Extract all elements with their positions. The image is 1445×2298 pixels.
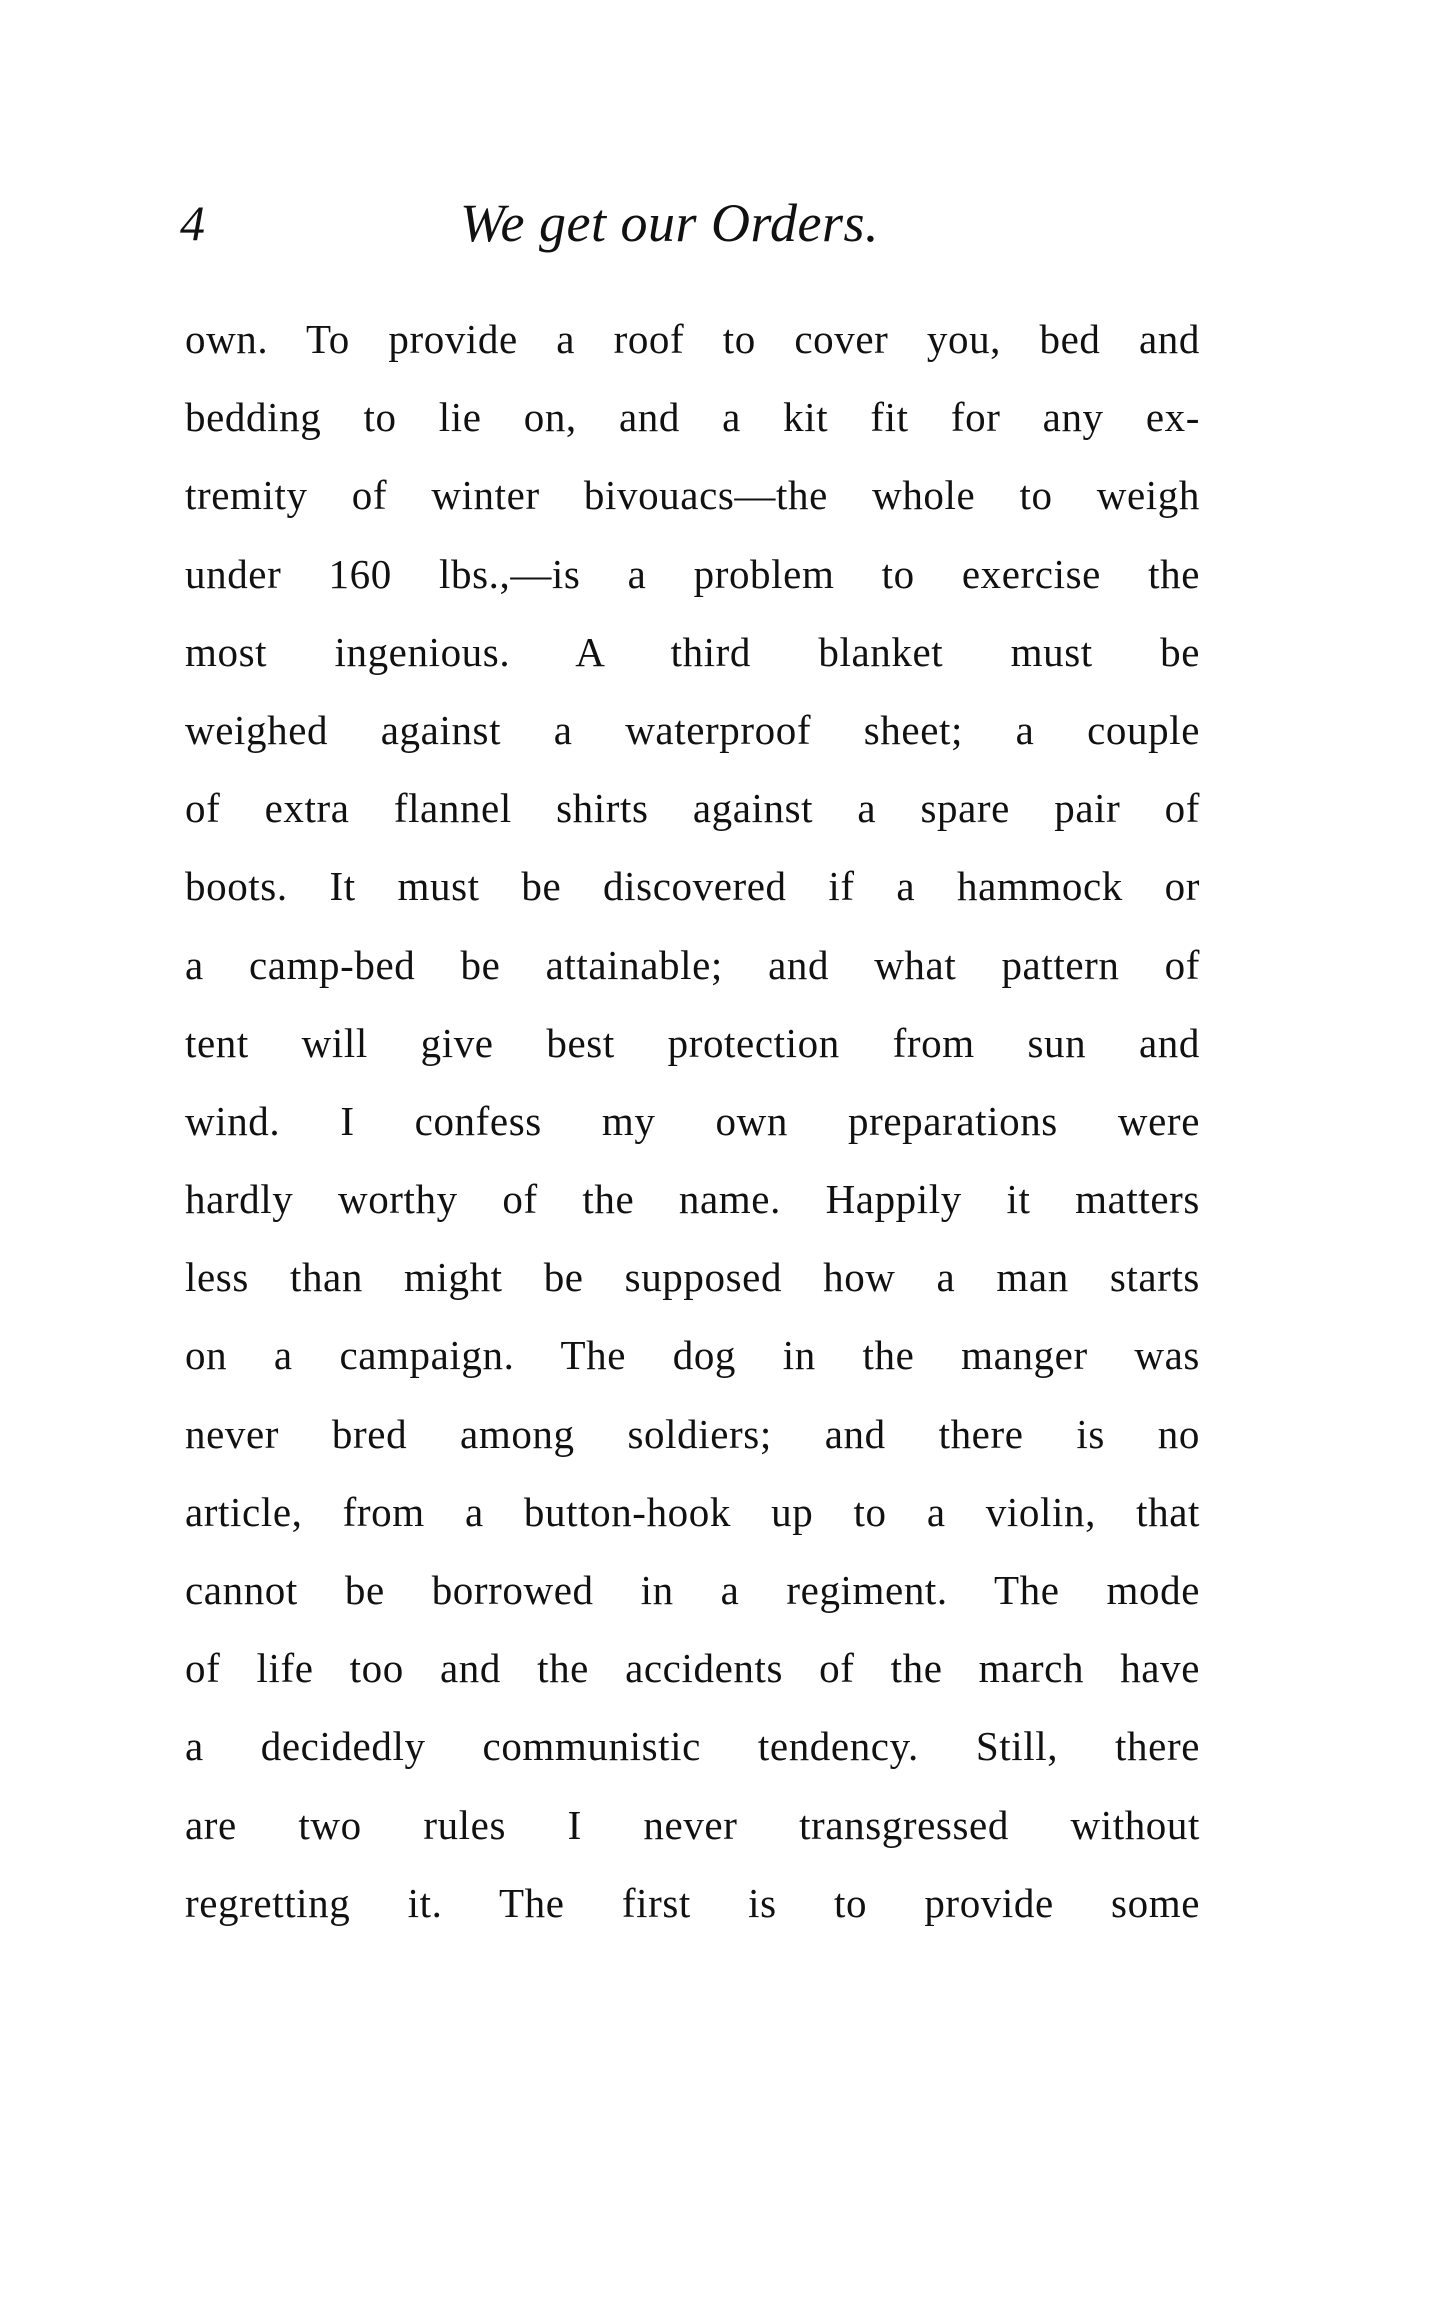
text-line: never bred among soldiers; and there is no xyxy=(185,1410,1200,1457)
text-line: boots. It must be discovered if a hammock or xyxy=(185,863,1200,910)
text-line: tremity of winter bivouacs—the whole to weigh xyxy=(185,472,1200,519)
text-line: weighed against a waterproof sheet; a couple xyxy=(185,706,1200,753)
text-line: of extra flannel shirts against a spare pair of xyxy=(185,785,1200,832)
running-head xyxy=(180,188,1210,258)
page-number: 4 xyxy=(180,195,205,251)
body-text xyxy=(185,300,1200,1942)
text-line: bedding to lie on, and a kit fit for any ex- xyxy=(185,394,1200,441)
text-line: of life too and the accidents of the march have xyxy=(185,1645,1200,1692)
text-line: regretting it. The first is to provide some xyxy=(185,1879,1200,1926)
text-line: wind. I confess my own preparations were xyxy=(185,1097,1200,1144)
text-line: most ingenious. A third blanket must be xyxy=(185,628,1200,675)
text-line: tent will give best protection from sun and xyxy=(185,1019,1200,1066)
text-line: are two rules I never transgressed without xyxy=(185,1801,1200,1848)
text-line: on a campaign. The dog in the manger was xyxy=(185,1332,1200,1379)
text-line: under 160 lbs.,—is a problem to exercise the xyxy=(185,550,1200,597)
text-line: cannot be borrowed in a regiment. The mode xyxy=(185,1567,1200,1613)
text-line: article, from a button-hook up to a violin, that xyxy=(185,1488,1200,1535)
text-line: less than might be supposed how a man starts xyxy=(185,1254,1200,1301)
text-line: hardly worthy of the name. Happily it matters xyxy=(185,1176,1200,1223)
text-line: a decidedly communistic tendency. Still, there xyxy=(185,1723,1200,1770)
text-line: own. To provide a roof to cover you, bed and xyxy=(185,316,1200,362)
text-line: a camp-bed be attainable; and what pattern of xyxy=(185,941,1200,988)
running-title: We get our Orders. xyxy=(460,193,879,253)
